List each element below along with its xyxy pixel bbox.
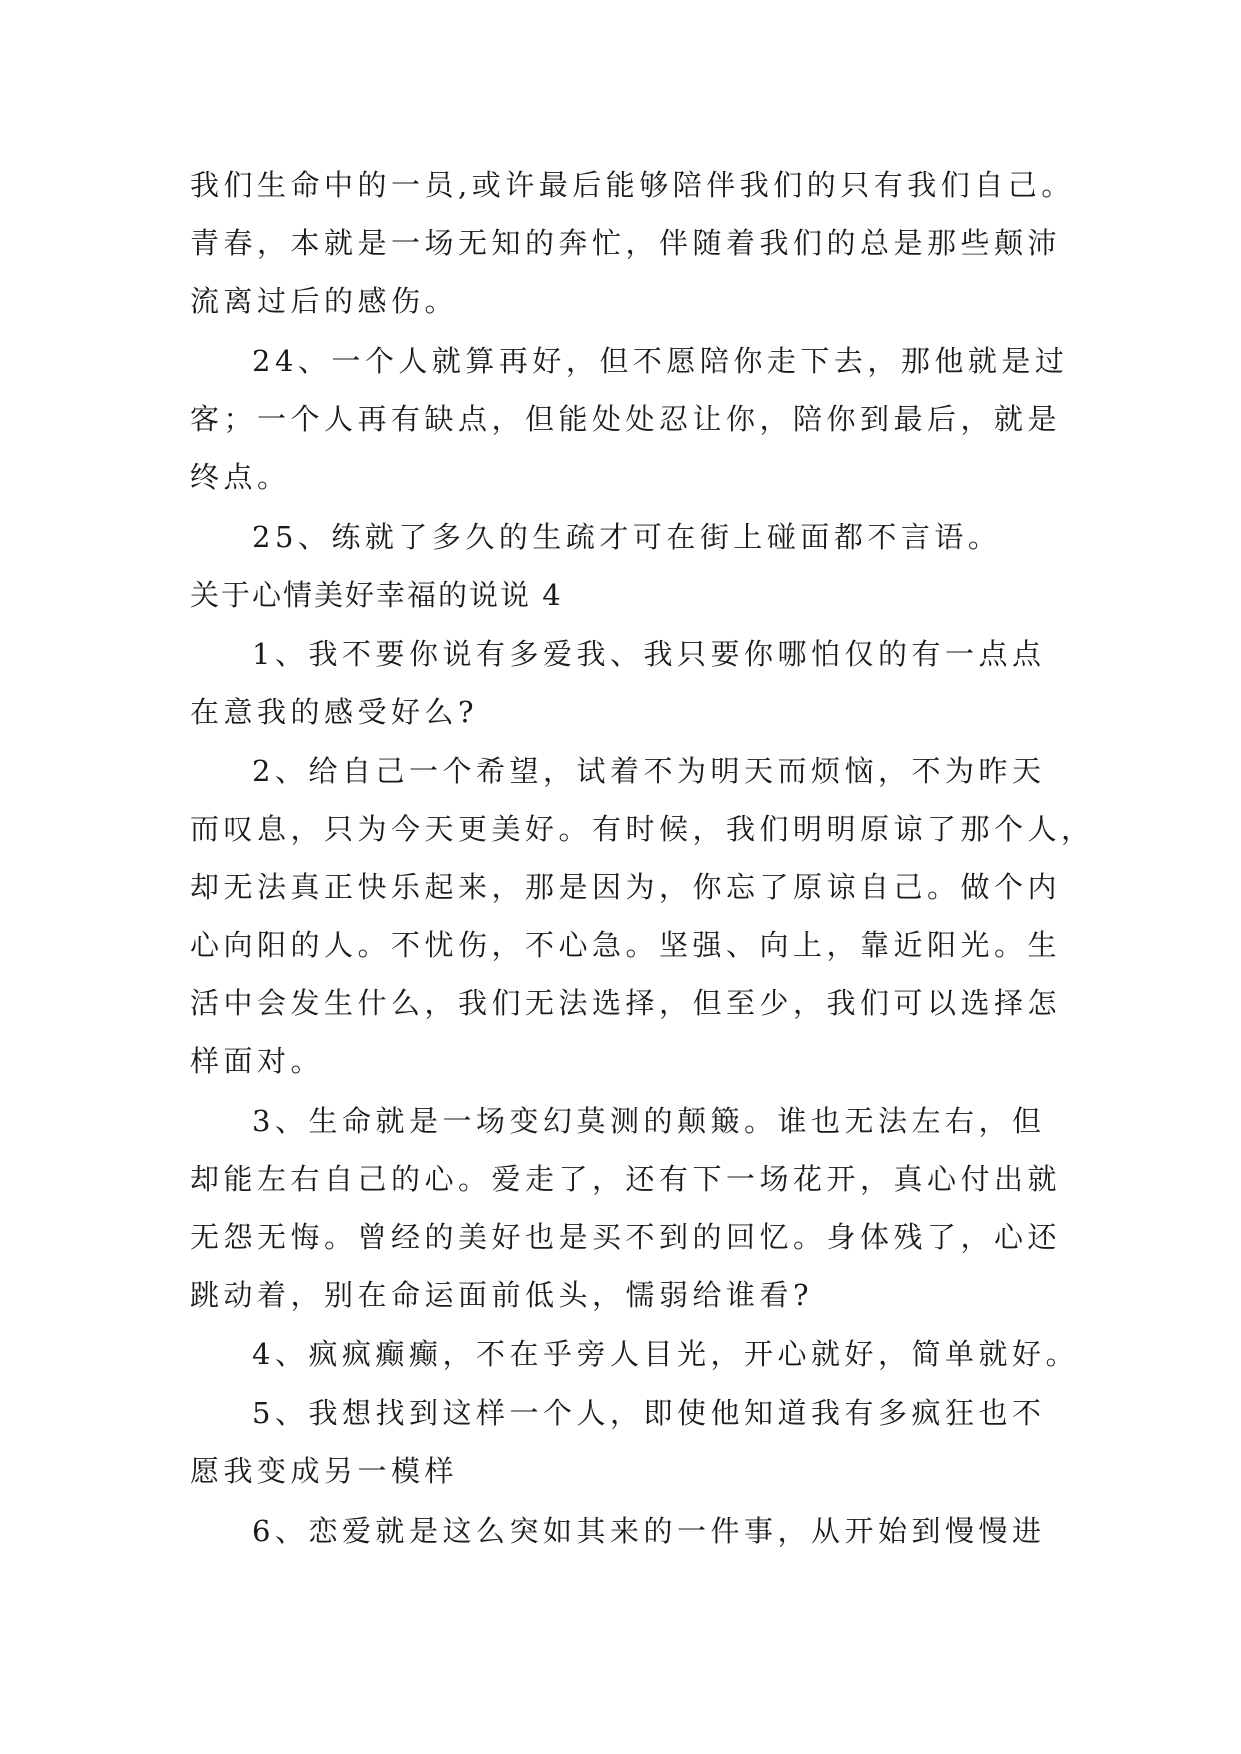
section-heading: 关于心情美好幸福的说说 4 [190, 578, 563, 612]
text-line: 心向阳的人。不忧伤，不心急。坚强、向上，靠近阳光。生 [190, 928, 1062, 962]
paragraph-start: 6、恋爱就是这么突如其来的一件事，从开始到慢慢进 [252, 1514, 1046, 1548]
text-line: 终点。 [190, 460, 291, 494]
paragraph-start: 25、练就了多久的生疏才可在街上碰面都不言语。 [252, 520, 1002, 554]
text-line: 我们生命中的一员,或许最后能够陪伴我们的只有我们自己。 [190, 168, 1075, 202]
text-line: 活中会发生什么，我们无法选择，但至少，我们可以选择怎 [190, 986, 1062, 1020]
text-line: 而叹息，只为今天更美好。有时候，我们明明原谅了那个人， [190, 812, 1095, 846]
text-line: 客；一个人再有缺点，但能处处忍让你，陪你到最后，就是 [190, 402, 1062, 436]
text-line: 却能左右自己的心。爱走了，还有下一场花开，真心付出就 [190, 1162, 1062, 1196]
paragraph-start: 3、生命就是一场变幻莫测的颠簸。谁也无法左右，但 [252, 1104, 1046, 1138]
paragraph-start: 2、给自己一个希望，试着不为明天而烦恼，不为昨天 [252, 754, 1046, 788]
text-line: 在意我的感受好么? [190, 695, 479, 729]
text-line: 跳动着，别在命运面前低头，懦弱给谁看? [190, 1278, 814, 1312]
text-line: 却无法真正快乐起来，那是因为，你忘了原谅自己。做个内 [190, 870, 1062, 904]
text-line: 青春，本就是一场无知的奔忙，伴随着我们的总是那些颠沛 [190, 226, 1062, 260]
text-line: 样面对。 [190, 1044, 325, 1078]
text-line: 愿我变成另一模样 [190, 1454, 459, 1488]
text-line: 无怨无悔。曾经的美好也是买不到的回忆。身体残了，心还 [190, 1220, 1062, 1254]
paragraph-start: 24、一个人就算再好，但不愿陪你走下去，那他就是过 [252, 344, 1069, 378]
text-line: 流离过后的感伤。 [190, 284, 459, 318]
paragraph-start: 1、我不要你说有多爱我、我只要你哪怕仅的有一点点 [252, 637, 1046, 671]
paragraph-start: 4、疯疯癫癫，不在乎旁人目光，开心就好，简单就好。 [252, 1337, 1079, 1371]
paragraph-start: 5、我想找到这样一个人，即使他知道我有多疯狂也不 [252, 1396, 1046, 1430]
